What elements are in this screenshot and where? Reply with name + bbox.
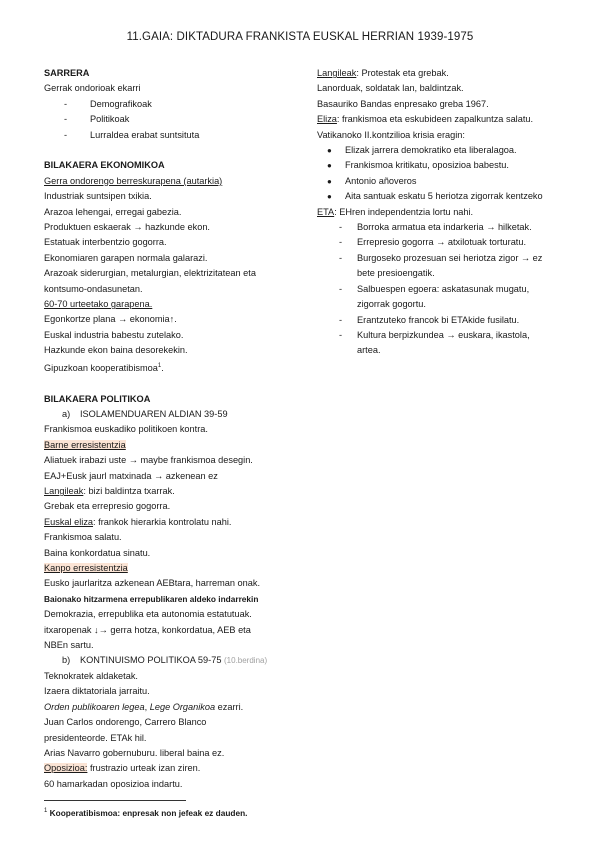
text-line: Orden publikoaren legea, Lege Organikoa ezarri. [44, 701, 244, 712]
text-line: EAJ+Eusk jaurl matxinada → azkenean ez [44, 470, 218, 481]
politikoa-subsection-b: b) KONTINUISMO POLITIKOA 59-75 (10.berdina) [62, 655, 268, 666]
bullet-item: ● Antonio añoveros [317, 174, 567, 189]
bullet-icon: ● [327, 161, 332, 171]
text-line: Ekonomiaren garapen normala galarazi. [44, 252, 208, 263]
politikoa-subsection-a: a) ISOLAMENDUAREN ALDIAN 39-59 [62, 408, 228, 419]
text-line: Arazoak siderurgian, metalurgian, elektrizitatean eta [44, 268, 256, 279]
text-line: Industriak suntsipen txikia. [44, 191, 152, 202]
text-line: Arazoa lehengai, erregai gabezia. [44, 206, 182, 217]
text-line: Frankismoa salatu. [44, 532, 122, 543]
footnote: $^1$ Kooperatibismoa: enpresak non jefeak ez dauden. [44, 808, 248, 818]
dash-marker: - [339, 222, 343, 233]
text-line: Lanorduak, soldatak lan, baldintzak. [317, 83, 464, 94]
text-line: Demokrazia, errepublika eta autonomia estatutuak. [44, 609, 252, 620]
text-line: Langileak: bizi baldintza txarrak. [44, 486, 175, 496]
text-line: Produktuen eskaerak → hazkunde ekon. [44, 222, 210, 233]
page-title: 11.GAIA: DIKTADURA FRANKISTA EUSKAL HERRIAN 1939-1975 [126, 31, 474, 43]
bullet-icon: ● [327, 192, 332, 202]
dash-marker: - [339, 314, 343, 325]
text-line: Langileak: Protestak eta grebak. [317, 68, 449, 78]
sarrera-item: - Demografikoak [44, 97, 288, 112]
text-line: presidenteorde. ETAk hil. [44, 732, 147, 743]
text-line: Baionako hitzarmena errepublikaren aldeko indarrekin [44, 593, 259, 604]
left-column [44, 66, 288, 792]
text-line: Aliatuek irabazi uste → maybe frankismoa desegin. [44, 455, 253, 466]
bullet-icon: ● [327, 176, 332, 186]
sarrera-item: - Lurraldea erabat suntsituta [44, 128, 288, 143]
text-line: Eliza: frankismoa eta eskubideen zapalkuntza salatu. [317, 114, 534, 125]
dash-item: - Kultura berpizkundea → euskara, ikastola, artea. [339, 329, 530, 356]
bullet-item: ● Frankismoa kritikatu, oposizioa babestu. [317, 158, 567, 173]
ekonomikoa-subheading: Gerra ondorengo berreskurapena (autarkia) [44, 175, 223, 186]
text-line: Grebak eta errepresio gogorra. [44, 501, 171, 512]
text-line: Izaera diktatoriala jarraitu. [44, 686, 150, 697]
text-line: Euskal industria babestu zutelako. [44, 329, 184, 340]
dash-marker: - [339, 329, 343, 340]
text-line: Eusko jaurlaritza azkenean AEBtara, harreman onak. [44, 578, 261, 589]
dash-item: - Erantzuteko francok bi ETAkide fusilatu. [317, 313, 567, 328]
ekonomikoa-subheading: 60-70 urteetako garapena. [44, 299, 153, 310]
bullet-item: ● Aita santuak eskatu 5 heriotza zigorrak kentzeko [317, 189, 545, 204]
text-line: Egonkortze plana → ekonomia↑. [44, 314, 177, 325]
text-line: Vatikanoko II.kontzilioa krisia eragin: [317, 129, 465, 140]
ekonomikoa-heading: BILAKAERA EKONOMIKOA [44, 160, 165, 171]
dash-marker: - [64, 114, 68, 125]
text-line: Euskal eliza: frankok hierarkia kontrolatu nahi. [44, 516, 232, 527]
text-line: Gipuzkoan kooperatibismoa$^1$. [44, 362, 164, 373]
text-line: itxaropenak ↓→ gerra hotza, konkordatua, AEB eta [44, 624, 251, 635]
dash-marker: - [64, 98, 68, 109]
footnote-divider [44, 800, 186, 801]
text-line: Baina konkordatua sinatu. [44, 547, 151, 558]
sarrera-heading: SARRERA [44, 68, 90, 78]
text-line: kontsumo-ondasunetan. [44, 283, 143, 294]
dash-marker: - [64, 129, 68, 140]
text-line: Teknokratek aldaketak. [44, 670, 138, 681]
text-line: Juan Carlos ondorengo, Carrero Blanco [44, 717, 207, 728]
text-line: Arias Navarro gobernuburu. liberal baina ez. [44, 747, 225, 758]
politikoa-heading: BILAKAERA POLITIKOA [44, 393, 151, 404]
text-line: Oposizioa: frustrazio urteak izan ziren. [44, 763, 201, 774]
dash-item: - Burgoseko prozesuan sei heriotza zigor → ez bete presioengatik. [339, 252, 543, 279]
dash-marker: - [339, 283, 343, 294]
text-line: Frankismoa euskadiko politikoen kontra. [44, 424, 208, 435]
text-line: Estatuak interbentzio gogorra. [44, 237, 167, 248]
footnote-ref[interactable]: 1 [157, 362, 162, 369]
dash-item: - Salbuespen egoera: askatasunak mugatu, zigorrak gogortu. [339, 283, 530, 310]
text-line: Basauriko Bandas enpresako greba 1967. [317, 98, 489, 109]
text-line: NBEn sartu. [44, 640, 94, 651]
text-line: Hazkunde ekon baina desorekekin. [44, 345, 188, 356]
sarrera-item: - Politikoak [44, 112, 288, 127]
dash-item: - Borroka armatua eta indarkeria → hilketak. [317, 220, 567, 235]
kanpo-heading: Kanpo erresistentzia [44, 563, 128, 574]
bullet-item: ● Elizak jarrera demokratiko eta liberalagoa. [317, 143, 567, 158]
sarrera-intro: Gerrak ondorioak ekarri [44, 83, 141, 94]
text-line: 60 hamarkadan oposizioa indartu. [44, 778, 183, 789]
dash-item: - Errepresio gogorra → atxilotuak torturatu. [317, 235, 567, 250]
right-column [317, 66, 567, 359]
barne-heading: Barne erresistentzia [44, 439, 126, 450]
dash-marker: - [339, 252, 343, 263]
text-line: ETA: EHren independentzia lortu nahi. [317, 206, 474, 217]
bullet-icon: ● [327, 146, 332, 156]
dash-marker: - [339, 237, 343, 248]
